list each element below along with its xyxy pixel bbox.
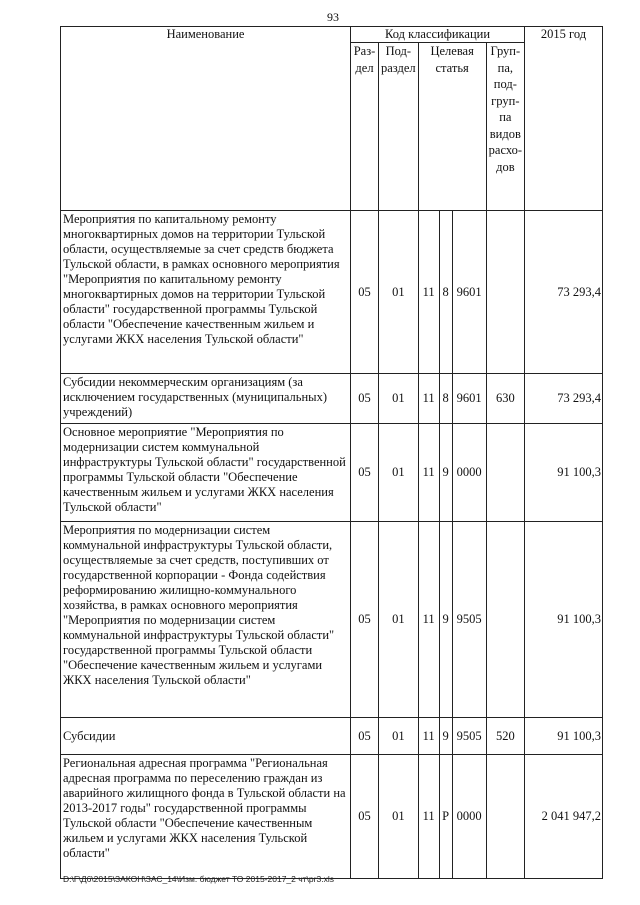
row-target-program: 11 (418, 424, 439, 522)
row-target-direction: 0000 (452, 424, 486, 522)
row-amount: 91 100,3 (525, 424, 603, 522)
row-group: 630 (486, 374, 524, 424)
row-section: 05 (351, 718, 379, 755)
table-row (61, 374, 603, 424)
row-name: Субсидии некоммерческим организациям (за исключением государственных (муниципальных) учреждений) (61, 374, 351, 424)
row-group (486, 522, 524, 718)
budget-table (60, 26, 603, 879)
row-group: 520 (486, 718, 524, 755)
row-target-direction: 9505 (452, 522, 486, 718)
row-target-subprogram: 8 (439, 374, 452, 424)
header-name: Наименование (61, 27, 351, 211)
row-subsection: 01 (379, 374, 419, 424)
header-target: Целевая статья (418, 43, 486, 211)
row-group (486, 755, 524, 879)
row-group (486, 211, 524, 374)
row-subsection: 01 (379, 424, 419, 522)
row-target-program: 11 (418, 211, 439, 374)
row-section: 05 (351, 522, 379, 718)
row-subsection: 01 (379, 755, 419, 879)
row-name: Мероприятия по капитальному ремонту многоквартирных домов на территории Тульской области, осуществляемые за счет средств бюджета Тульской области, в рамках основного мероприятия "Мероприятия по капитальному ремонту многоквартирных домов на территории Тульской области" государственной программы Тульской области "Обеспечение качественным жильем и услугами ЖКХ населения Тульской области" (61, 211, 351, 374)
row-target-program: 11 (418, 522, 439, 718)
table-row (61, 211, 603, 374)
row-name: Субсидии (61, 718, 351, 755)
header-group: Груп-па, под-груп-па видов расхо-дов (486, 43, 524, 211)
row-target-direction: 9601 (452, 374, 486, 424)
row-target-subprogram: Р (439, 755, 452, 879)
row-amount: 73 293,4 (525, 211, 603, 374)
row-subsection: 01 (379, 718, 419, 755)
row-section: 05 (351, 211, 379, 374)
row-amount: 73 293,4 (525, 374, 603, 424)
row-target-program: 11 (418, 374, 439, 424)
row-name: Региональная адресная программа "Региональная адресная программа по переселению граждан из аварийного жилищного фонда в Тульской области на 2013-2017 годы" государственной программы Тульской области "Обеспечение качественным жильем и услугами ЖКХ населения Тульской области" (61, 755, 351, 879)
row-section: 05 (351, 424, 379, 522)
row-group (486, 424, 524, 522)
table-row (61, 755, 603, 879)
row-target-program: 11 (418, 755, 439, 879)
table-row (61, 424, 603, 522)
page-number: 93 (327, 10, 339, 24)
row-target-subprogram: 9 (439, 424, 452, 522)
table-row (61, 522, 603, 718)
row-subsection: 01 (379, 211, 419, 374)
header-subsection: Под-раздел (379, 43, 419, 211)
row-section: 05 (351, 374, 379, 424)
row-name: Мероприятия по модернизации систем коммунальной инфраструктуры Тульской области, осуществляемые за счет средств, поступивших от государственной корпорации - Фонда содействия реформированию жилищно-коммунального хозяйства, в рамках основного мероприятия "Мероприятия по модернизации систем коммунальной инфраструктуры Тульской области" государственной программы Тульской области "Обеспечение качественным жильем и услугами ЖКХ населения Тульской области" (61, 522, 351, 718)
row-amount: 91 100,3 (525, 522, 603, 718)
table-row (61, 718, 603, 755)
row-target-subprogram: 9 (439, 718, 452, 755)
row-amount: 2 041 947,2 (525, 755, 603, 879)
row-name: Основное мероприятие "Мероприятия по модернизации систем коммунальной инфраструктуры Тульской области" государственной программы Тульской области "Обеспечение качественным жильем и услугами ЖКХ населения Тульской области" (61, 424, 351, 522)
row-target-program: 11 (418, 718, 439, 755)
row-section: 05 (351, 755, 379, 879)
row-amount: 91 100,3 (525, 718, 603, 755)
row-target-direction: 9505 (452, 718, 486, 755)
row-target-direction: 0000 (452, 755, 486, 879)
row-target-subprogram: 9 (439, 522, 452, 718)
table-header-row (61, 27, 603, 43)
row-target-subprogram: 8 (439, 211, 452, 374)
header-classification: Код классификации (351, 27, 525, 43)
row-subsection: 01 (379, 522, 419, 718)
row-target-direction: 9601 (452, 211, 486, 374)
header-section: Раз-дел (351, 43, 379, 211)
file-path-footer: D:\Г\Д6\2015\ЗАКОН\ЗАС_14\Изм. бюджет ТО 2015-2017_2 чт\pr3.xls (63, 874, 334, 884)
header-year: 2015 год (525, 27, 603, 211)
